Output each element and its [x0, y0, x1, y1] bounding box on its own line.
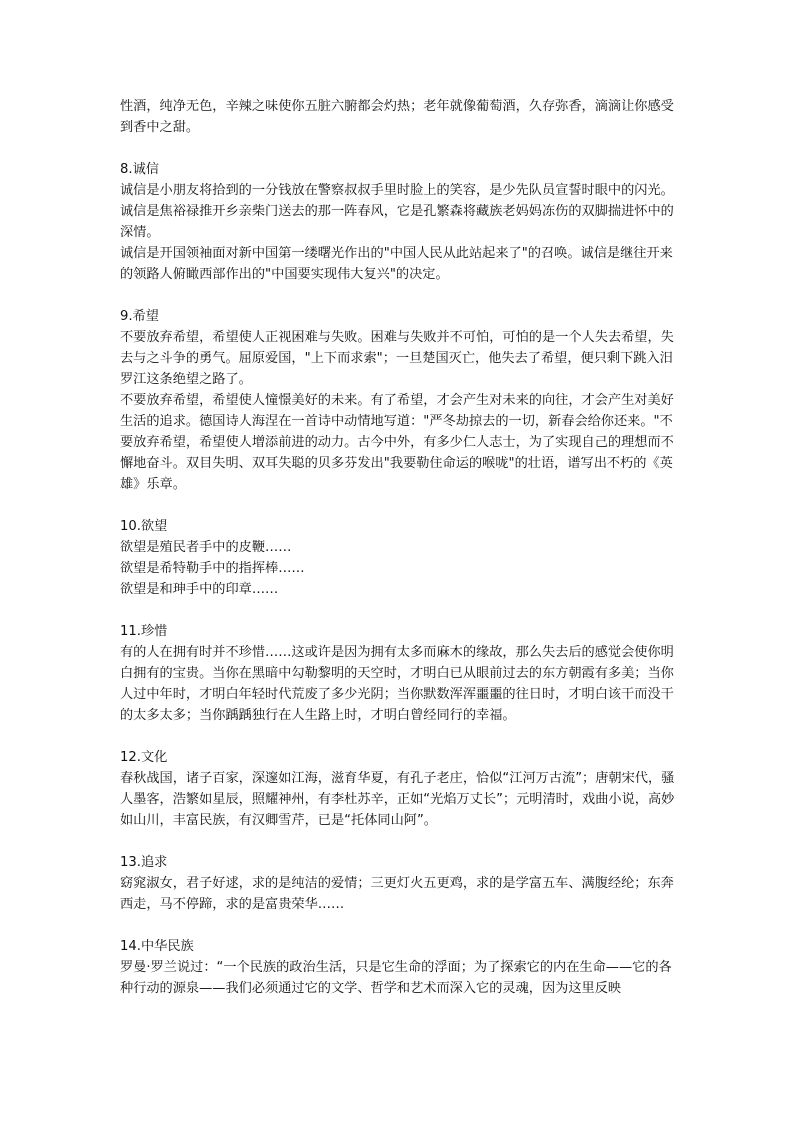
section-title: 8.诚信 — [120, 162, 159, 177]
section-title: 11.珍惜 — [120, 624, 168, 639]
section — [120, 306, 678, 495]
section-paragraph: 诚信是小朋友将拾到的一分钱放在警察叔叔手里时脸上的笑容，是少先队员宣誓时眼中的闪光。 — [120, 183, 674, 198]
section — [120, 516, 678, 600]
section-paragraph: 窈窕淑女，君子好逑，求的是纯洁的爱情；三更灯火五更鸡，求的是学富五车、满腹经纶；东奔西走，马不停蹄，求的是富贵荣华…… — [120, 876, 674, 912]
section-paragraph: 罗曼·罗兰说过：“一个民族的政治生活，只是它生命的浮面；为了探索它的内在生命——它的各种行动的源泉——我们必须通过它的文学、哲学和艺术而深入它的灵魂，因为这里反映 — [120, 960, 672, 996]
section — [120, 936, 678, 999]
section-title: 9.希望 — [120, 309, 159, 324]
section-paragraph: 春秋战国，诸子百家，深邃如江海，滋育华夏，有孔子老庄，恰似“江河万古流”；唐朝宋代，骚人墨客，浩繁如星辰，照耀神州，有李杜苏辛，正如“光焰万丈长”；元明清时，戏曲小说，高妙如山川，丰富民族，有汉卿雪芹，已是“托体同山阿”。 — [120, 771, 675, 828]
section — [120, 852, 678, 915]
section — [120, 747, 678, 831]
section-title: 12.文化 — [120, 750, 168, 765]
section-paragraph: 欲望是和珅手中的印章…… — [120, 582, 279, 597]
sections-container — [120, 159, 678, 999]
section-paragraph: 欲望是希特勒手中的指挥棒…… — [120, 561, 305, 576]
section-paragraph: 诚信是焦裕禄推开乡亲柴门送去的那一阵春风，它是孔繁森将藏族老妈妈冻伤的双脚揣进怀中的深情。 — [120, 204, 674, 240]
section — [120, 621, 678, 726]
section-title: 14.中华民族 — [120, 939, 194, 954]
section-paragraph: 不要放弃希望，希望使人憧憬美好的未来。有了希望，才会产生对未来的向往，才会产生对美好生活的追求。德国诗人海涅在一首诗中动情地写道："严冬劫掠去的一切，新春会给你还来。"不要放弃希望，希望使人增添前进的动力。古今中外，有多少仁人志士，为了实现自己的理想而不懈地奋斗。双目失明、双耳失聪的贝多芬发出"我要勒住命运的喉咙"的壮语，谱写出不朽的《英雄》乐章。 — [120, 393, 674, 492]
section-paragraph: 诚信是开国领袖面对新中国第一缕曙光作出的"中国人民从此站起来了"的召唤。诚信是继往开来的领路人俯瞰西部作出的"中国要实现伟大复兴"的决定。 — [120, 246, 673, 282]
section-paragraph: 有的人在拥有时并不珍惜……这或许是因为拥有太多而麻木的缘故，那么失去后的感觉会使你明白拥有的宝贵。当你在黑暗中勾勒黎明的天空时，才明白已从眼前过去的东方朝霞有多美；当你人过中年时，才明白年轻时代荒废了多少光阴；当你默数浑浑噩噩的往日时，才明白该干而没干的太多太多；当你踽踽独行在人生路上时，才明白曾经同行的幸福。 — [120, 645, 674, 723]
section-title: 13.追求 — [120, 855, 168, 870]
section-paragraph: 欲望是殖民者手中的皮鞭…… — [120, 540, 292, 555]
section — [120, 159, 678, 285]
document-page — [120, 96, 678, 999]
section-title: 10.欲望 — [120, 519, 168, 534]
intro-paragraph: 性酒，纯净无色，辛辣之味使你五脏六腑都会灼热；老年就像葡萄酒，久存弥香，滴滴让你感受到香中之甜。 — [120, 99, 674, 135]
section-paragraph: 不要放弃希望，希望使人正视困难与失败。困难与失败并不可怕，可怕的是一个人失去希望，失去与之斗争的勇气。屈原爱国，"上下而求索"；一旦楚国灭亡，他失去了希望，便只剩下跳入汨罗江这条绝望之路了。 — [120, 330, 674, 387]
